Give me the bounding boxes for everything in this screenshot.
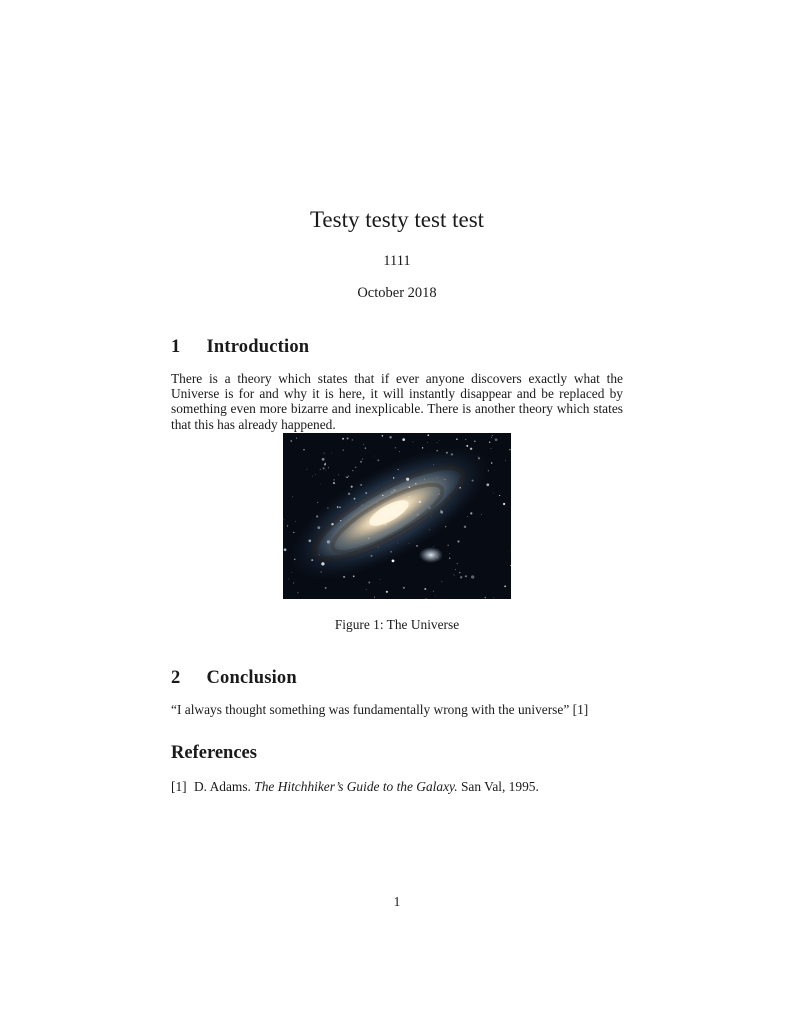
reference-authors: D. Adams. — [193, 779, 251, 795]
section-number: 1 — [171, 337, 181, 358]
reference-publisher: San Val, 1995. — [460, 779, 539, 795]
reference-entry — [171, 779, 623, 794]
galaxy-image — [283, 433, 511, 599]
section-title: Conclusion — [206, 667, 297, 688]
paper-title: Testy testy test test — [309, 207, 485, 232]
paper-author: 1111 — [383, 253, 411, 270]
reference-title: The Hitchhiker’s Guide to the Galaxy. — [254, 779, 458, 795]
introduction-paragraph: There is a theory which states that if ever anyone discovers exactly what the Universe is for and why it is here, it will instantly disappear and be replaced by something even more bizarre and inexplicable. There is another theory which states that this has already happened. — [171, 370, 623, 432]
conclusion-quote: “I always thought something was fundamentally wrong with the universe” [1] — [171, 702, 589, 717]
figure-caption: Figure 1: The Universe — [334, 616, 460, 632]
section-heading-conclusion — [171, 667, 623, 689]
citation-label: [1] — [171, 779, 187, 795]
section-heading-introduction — [171, 336, 623, 358]
content-column — [171, 0, 623, 795]
references-heading: References — [171, 743, 257, 764]
figure-1 — [171, 433, 623, 633]
page-number: 1 — [393, 894, 401, 909]
paper-date: October 2018 — [357, 285, 437, 302]
section-number: 2 — [171, 667, 181, 688]
section-title: Introduction — [206, 337, 310, 358]
